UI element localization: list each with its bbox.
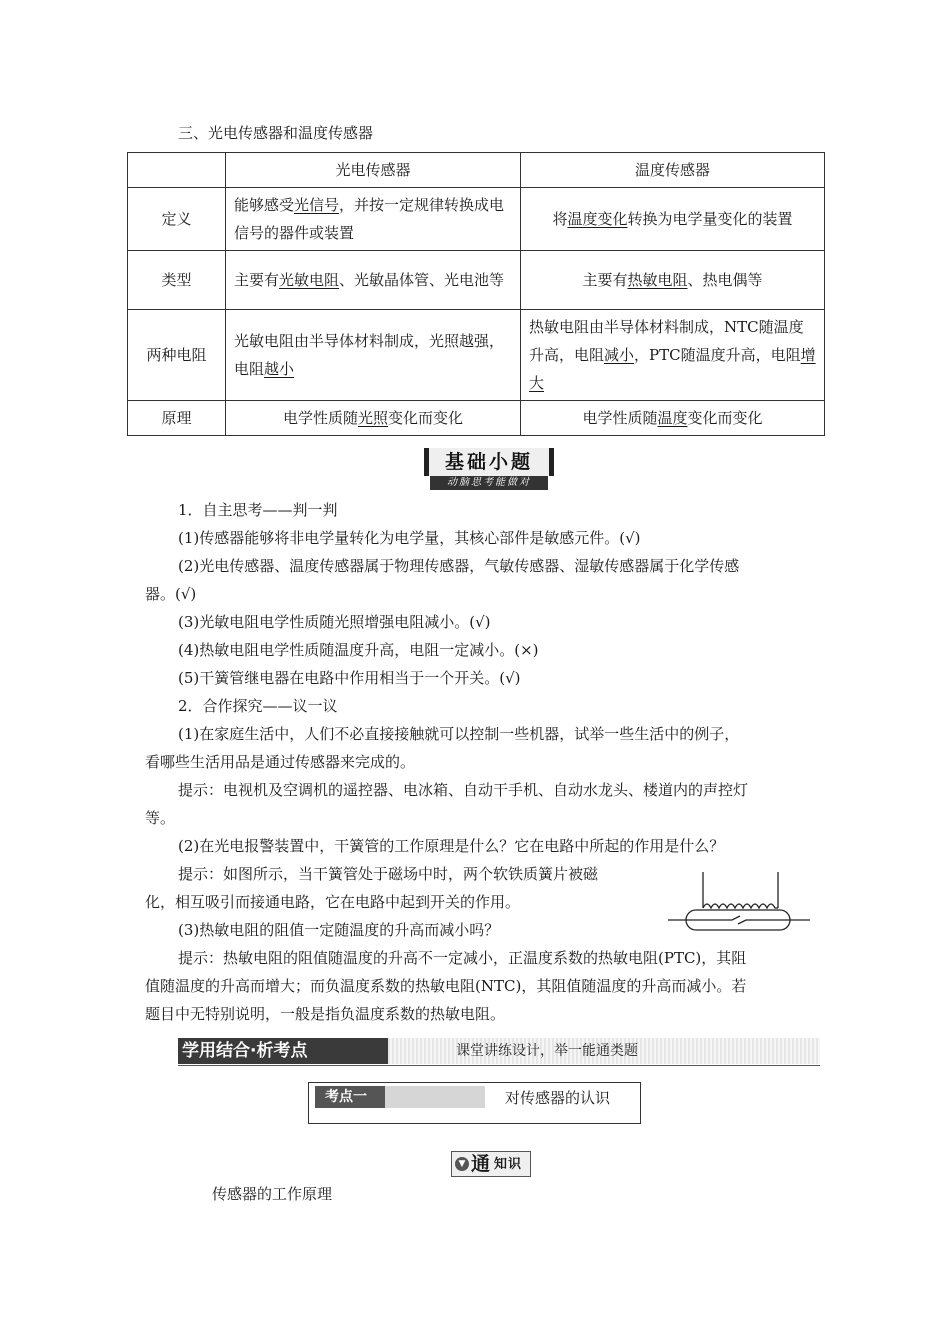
row-label: 原理 <box>128 401 226 436</box>
banner-title: 学用结合·析考点 <box>178 1038 388 1064</box>
kaodian-box <box>308 1082 641 1124</box>
key-term: 增大 <box>529 346 816 392</box>
question-item: (3)光敏电阻电学性质随光照增强电阻减小。(√) <box>178 613 491 631</box>
cell-text: 能够感受 <box>234 196 295 214</box>
hint-text: 题目中无特别说明，一般是指负温度系数的热敏电阻。 <box>145 1005 506 1023</box>
cell-text: 主要有 <box>234 271 280 289</box>
question-item: (5)干簧管继电器在电路中作用相当于一个开关。(√) <box>178 669 521 687</box>
key-term: 热敏电阻 <box>627 271 688 289</box>
table-header-cell: 温度传感器 <box>521 153 825 188</box>
subsection-heading: 传感器的工作原理 <box>212 1185 333 1203</box>
key-term: 温度变化 <box>567 210 628 228</box>
cell-text: 、热电偶等 <box>687 271 763 289</box>
cell-text: ，并按一定规律转换成电信号的器件或装置 <box>234 196 505 242</box>
badge-label: 知识 <box>494 1157 523 1172</box>
tong-zhishi-badge <box>451 1151 531 1177</box>
banner-subtitle: 动脑思考能做对 <box>430 476 548 490</box>
kaodian-label: 考点一 <box>315 1086 485 1108</box>
cell-text: ，PTC随温度升高，电阻 <box>634 346 801 364</box>
table-cell <box>521 251 825 310</box>
table-header-cell <box>128 153 226 188</box>
cell-text: 电学性质随 <box>282 409 358 427</box>
table-cell <box>226 310 521 401</box>
table-cell <box>226 251 521 310</box>
hint-text: 等。 <box>145 809 176 827</box>
banner-subtitle: 课堂讲练设计，举一能通类题 <box>456 1043 638 1059</box>
cell-text: 变化而变化 <box>388 409 464 427</box>
table-row <box>128 401 825 436</box>
cell-text: 将 <box>552 210 568 228</box>
question-item: (1)在家庭生活中，人们不必直接接触就可以控制一些机器，试举一些生活中的例子， <box>178 725 740 743</box>
hint-text: 化，相互吸引而接通电路，它在电路中起到开关的作用。 <box>145 893 521 911</box>
section-heading: 三、光电传感器和温度传感器 <box>178 124 374 142</box>
table-header-row <box>128 153 825 188</box>
key-term: 减小 <box>604 346 635 364</box>
pin-icon: ▼ <box>455 1157 469 1171</box>
table-cell <box>226 188 521 251</box>
reed-switch-figure <box>668 864 810 936</box>
table-cell <box>521 310 825 401</box>
question-heading: 2．合作探究——议一议 <box>178 697 338 715</box>
table-row <box>128 310 825 401</box>
question-item: (4)热敏电阻电学性质随温度升高，电阻一定减小。(×) <box>178 641 539 659</box>
question-item: (3)热敏电阻的阻值一定随温度的升高而减小吗？ <box>178 921 500 939</box>
cell-text: 主要有 <box>582 271 628 289</box>
table-cell <box>521 401 825 436</box>
question-item: (2)在光电报警装置中，干簧管的工作原理是什么？它在电路中所起的作用是什么？ <box>178 837 725 855</box>
exam-analysis-banner <box>178 1038 820 1066</box>
kaodian-title: 对传感器的认识 <box>505 1089 611 1107</box>
cell-text: 热敏电阻由半导体材料制成，NTC随温度升高，电阻 <box>529 318 804 364</box>
hint-text: 提示：如图所示，当干簧管处于磁场中时，两个软铁质簧片被磁 <box>178 865 599 883</box>
cell-text: 变化而变化 <box>687 409 763 427</box>
table-row <box>128 188 825 251</box>
key-term: 光信号 <box>294 196 340 214</box>
reed-right <box>738 920 810 924</box>
question-item: (2)光电传感器、温度传感器属于物理传感器，气敏传感器、湿敏传感器属于化学传感 <box>178 557 740 575</box>
banner-title: 基础小题 <box>424 448 554 476</box>
key-term: 温度 <box>657 409 688 427</box>
row-label: 定义 <box>128 188 226 251</box>
cell-text: 转换为电学量变化的装置 <box>627 210 793 228</box>
table-cell <box>521 188 825 251</box>
coil-winding <box>703 904 778 908</box>
table-header-cell: 光电传感器 <box>226 153 521 188</box>
reed-left <box>668 916 740 920</box>
comparison-table <box>127 152 825 436</box>
hint-text: 提示：热敏电阻的阻值随温度的升高不一定减小，正温度系数的热敏电阻(PTC)，其阻 <box>178 949 747 967</box>
row-label: 类型 <box>128 251 226 310</box>
question-item: 看哪些生活用品是通过传感器来完成的。 <box>145 753 416 771</box>
question-heading: 1．自主思考——判一判 <box>178 501 338 519</box>
question-item: 器。(√) <box>145 585 197 603</box>
badge-big-char: 通 <box>471 1153 491 1175</box>
row-label: 两种电阻 <box>128 310 226 401</box>
table-cell <box>226 401 521 436</box>
cell-text: 光敏电阻由半导体材料制成，光照越强，电阻 <box>234 332 505 378</box>
cell-text: 电学性质随 <box>582 409 658 427</box>
banner-rule <box>178 1065 820 1066</box>
basic-questions-banner <box>424 448 554 490</box>
table-row <box>128 251 825 310</box>
hint-text: 值随温度的升高而增大；而负温度系数的热敏电阻(NTC)，其阻值随温度的升高而减小。若 <box>145 977 747 995</box>
key-term: 光敏电阻 <box>279 271 340 289</box>
key-term: 光照 <box>357 409 388 427</box>
cell-text: 、光敏晶体管、光电池等 <box>339 271 505 289</box>
question-item: (1)传感器能够将非电学量转化为电学量，其核心部件是敏感元件。(√) <box>178 529 641 547</box>
key-term: 越小 <box>264 360 295 378</box>
hint-text: 提示：电视机及空调机的遥控器、电冰箱、自动干手机、自动水龙头、楼道内的声控灯 <box>178 781 749 799</box>
